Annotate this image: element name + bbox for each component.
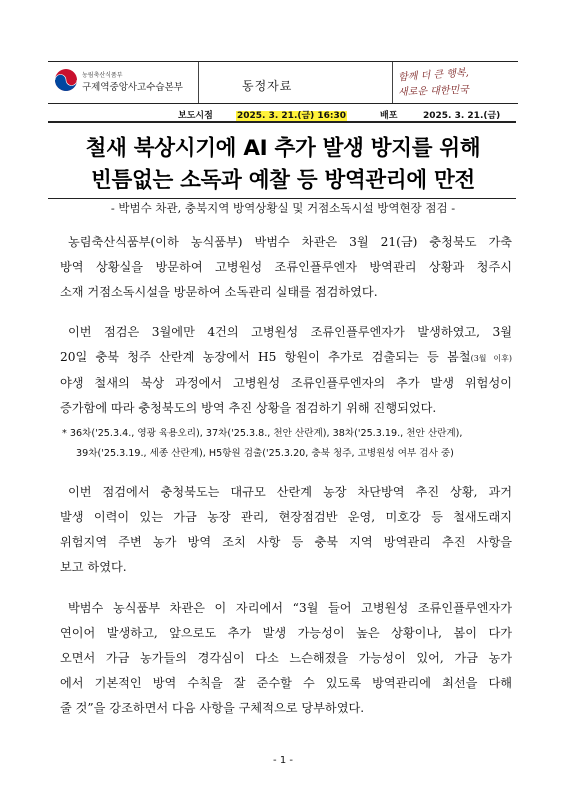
- org-name: 구제역중앙사고수습본부: [82, 82, 183, 93]
- paragraph-line: 이번 점검에서 충청북도는 대규모 산란계 농장 차단방역 추진 상황, 과거: [68, 485, 512, 499]
- paragraph-line: [60, 345, 512, 371]
- org-subtitle: 농림축산식품부: [82, 72, 123, 79]
- footnote-line: * 36차('25.3.4., 영광 육용오리), 37차('25.3.8., 천안 산란계), 38차('25.3.19., 천안 산란계),: [62, 428, 463, 439]
- document-type: 동정자료: [242, 79, 293, 93]
- press-time-highlight: 2025. 3. 21.(금) 16:30: [237, 111, 347, 121]
- footnote: [62, 424, 512, 464]
- small-note: (3월 이후): [470, 354, 512, 363]
- distribution-label: 배포: [380, 111, 398, 121]
- paragraph-line: 야생 철새의 북상 과정에서 고병원성 조류인플루엔자의 추가 발생 위험성이: [60, 376, 512, 390]
- paragraph-line: 에서 기본적인 방역 수칙을 잘 준수할 수 있도록 방역관리에 최선을 다해: [60, 676, 512, 690]
- paragraph-line: 소재 거점소독시설을 방문하여 소독관리 실태를 점검하였다.: [60, 285, 378, 299]
- page-number: - 1 -: [273, 755, 293, 766]
- header-divider: [392, 62, 393, 103]
- paragraph-3: [60, 480, 512, 580]
- slogan-line-1: 함께 더 큰 행복,: [397, 67, 470, 84]
- paragraph-text: 20일 충북 청주 산란계 농장에서 H5 항원이 추가로 검출되는 등 봄철: [60, 350, 471, 364]
- paragraph-line: 방역 상황실을 방문하여 고병원성 조류인플루엔자 방역관리 상황과 청주시: [60, 260, 512, 274]
- footnote-line: 39차('25.3.19., 세종 산란계), H5항원 검출('25.3.20, 충북 청주, 고병원성 여부 검사 중): [76, 448, 454, 459]
- paragraph-line: 위험지역 주변 농가 방역 조치 사항 등 충북 지역 방역관리 추진 사항을: [60, 535, 512, 549]
- paragraph-line: 연이어 발생하고, 앞으로도 추가 발생 가능성이 높은 상황이나, 봄이 다가: [60, 626, 512, 640]
- paragraph-line: 오면서 가금 농가들의 경각심이 다소 느슨해졌을 가능성이 있어, 가금 농가: [60, 651, 512, 665]
- paragraph-line: 증가함에 따라 충청북도의 방역 추진 상황을 점검하기 위해 진행되었다.: [60, 401, 437, 415]
- header-divider: [198, 62, 199, 103]
- paragraph-2: [60, 320, 512, 421]
- slogan-line-2: 새로운 대한민국: [397, 84, 470, 99]
- paragraph-line: 농림축산식품부(이하 농식품부) 박범수 차관은 3월 21(금) 충청북도 가축: [68, 235, 512, 249]
- distribution-value: 2025. 3. 21.(금): [423, 111, 501, 121]
- title-line-2: 빈틈없는 소독과 예찰 등 방역관리에 만전: [91, 168, 475, 193]
- paragraph-1: [60, 230, 512, 305]
- paragraph-4: [60, 596, 512, 721]
- slogan-calligraphy: [398, 66, 516, 100]
- press-time-label: 보도시점: [178, 111, 213, 121]
- paragraph-line: 줄 것”을 강조하면서 다음 사항을 구체적으로 당부하였다.: [60, 701, 365, 715]
- paragraph-line: 이번 점검은 3월에만 4건의 고병원성 조류인플루엔자가 발생하였고, 3월: [68, 325, 512, 339]
- government-logo-icon: [54, 68, 78, 92]
- paragraph-line: 보고 하였다.: [60, 560, 127, 574]
- subtitle: - 박범수 차관, 충북지역 방역상황실 및 거점소독시설 방역현장 점검 -: [110, 201, 456, 215]
- paragraph-line: 발생 이력이 있는 가금 농장 관리, 현장점검반 운영, 미호강 등 철새도래지: [60, 510, 512, 524]
- press-time-value: [236, 108, 347, 121]
- paragraph-line: 박범수 농식품부 차관은 이 자리에서 “3월 들어 고병원성 조류인플루엔자가: [68, 601, 512, 615]
- title-line-1: 철새 북상시기에 AI 추가 발생 방지를 위해: [85, 136, 481, 161]
